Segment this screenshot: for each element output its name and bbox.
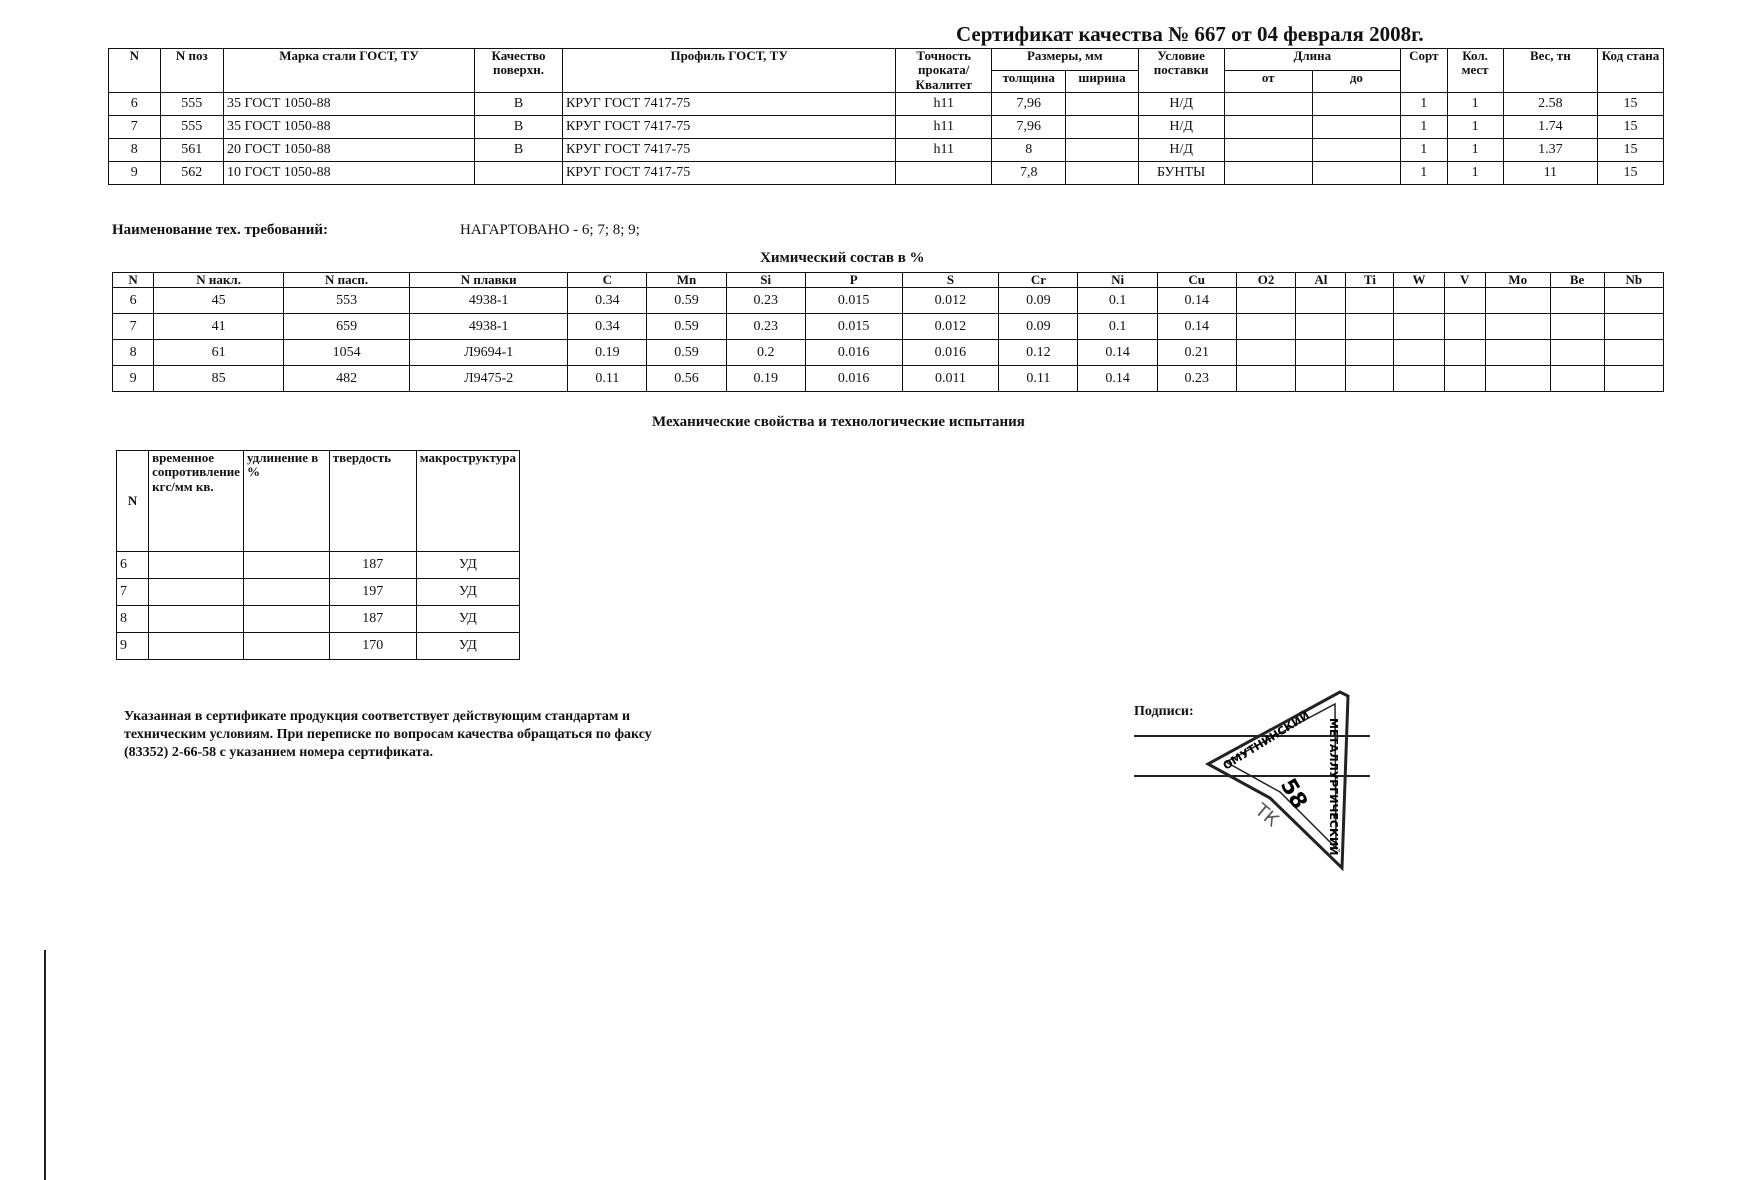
chem-cell xyxy=(1296,366,1346,392)
mech-title: Механические свойства и технологические испытания xyxy=(652,414,1025,430)
chem-col: Cr xyxy=(999,273,1078,288)
cell-width xyxy=(1066,115,1138,138)
chem-cell: 8 xyxy=(113,340,154,366)
cell-thickness: 7,8 xyxy=(992,161,1066,184)
chem-cell: 0.19 xyxy=(726,366,805,392)
chem-cell xyxy=(1346,340,1394,366)
cell-thickness: 7,96 xyxy=(992,92,1066,115)
cell-pos: 555 xyxy=(160,115,224,138)
col-n: N xyxy=(109,49,161,93)
cell-n: 6 xyxy=(109,92,161,115)
chem-cell xyxy=(1604,340,1663,366)
chem-cell xyxy=(1604,314,1663,340)
chem-cell: 0.19 xyxy=(568,340,647,366)
cell-surface: В xyxy=(475,115,563,138)
stamp-mark: ТК xyxy=(1250,799,1283,832)
cell-pos: 561 xyxy=(160,138,224,161)
chem-cell: 0.12 xyxy=(999,340,1078,366)
cell-surface xyxy=(475,161,563,184)
chem-cell xyxy=(1550,314,1604,340)
chem-col: Mo xyxy=(1485,273,1550,288)
mech-cell-n: 6 xyxy=(117,552,149,579)
stamp-number: 58 xyxy=(1274,774,1312,814)
table-row xyxy=(109,138,1664,161)
chem-cell xyxy=(1236,340,1295,366)
chem-col: Mn xyxy=(647,273,726,288)
chem-cell: 0.015 xyxy=(805,314,902,340)
cell-grade: 35 ГОСТ 1050-88 xyxy=(224,115,475,138)
chem-cell: 4938-1 xyxy=(410,288,568,314)
mech-cell-strength xyxy=(149,579,244,606)
mech-cell-macro: УД xyxy=(416,606,519,633)
chem-cell: 0.1 xyxy=(1078,314,1157,340)
cell-to xyxy=(1312,138,1400,161)
cell-pos: 562 xyxy=(160,161,224,184)
mech-col-hardness: твердость xyxy=(329,451,416,552)
chem-cell: Л9694-1 xyxy=(410,340,568,366)
mech-col-macro: макроструктура xyxy=(416,451,519,552)
chem-cell xyxy=(1485,288,1550,314)
chem-cell: 0.34 xyxy=(568,288,647,314)
footer-note xyxy=(124,708,652,763)
chem-cell xyxy=(1604,288,1663,314)
col-sizes: Размеры, мм xyxy=(992,49,1139,71)
cell-profile: КРУГ ГОСТ 7417-75 xyxy=(562,115,895,138)
col-code: Код стана xyxy=(1597,49,1663,93)
chem-cell: 0.59 xyxy=(647,314,726,340)
chem-cell xyxy=(1346,314,1394,340)
chem-cell xyxy=(1296,288,1346,314)
chem-cell xyxy=(1444,366,1485,392)
chem-cell: 9 xyxy=(113,366,154,392)
chem-cell: 0.34 xyxy=(568,314,647,340)
cell-to xyxy=(1312,92,1400,115)
chem-cell xyxy=(1444,288,1485,314)
chem-col: Cu xyxy=(1157,273,1236,288)
mech-col-elongation: удлинение в % xyxy=(243,451,329,552)
cell-width xyxy=(1066,92,1138,115)
chem-col: S xyxy=(902,273,999,288)
signature-label: Подписи: xyxy=(1134,704,1194,719)
chem-header-row xyxy=(113,273,1664,288)
chem-col: V xyxy=(1444,273,1485,288)
col-width: ширина xyxy=(1066,70,1138,92)
certificate-title: Сертификат качества № 667 от 04 февраля 2008г. xyxy=(956,22,1424,46)
chem-cell xyxy=(1296,314,1346,340)
stamp-text-left: ОМУТНИНСКИЙ xyxy=(1220,708,1312,773)
chem-cell: 0.09 xyxy=(999,288,1078,314)
stamp-text-right: МЕТАЛЛУРГИЧЕСКИЙ xyxy=(1327,718,1340,856)
footer-line: техническим условиям. При переписке по вопросам качества обращаться по факсу xyxy=(124,727,652,743)
cell-from xyxy=(1224,138,1312,161)
chem-cell: 7 xyxy=(113,314,154,340)
product-table xyxy=(108,48,1664,185)
chem-col: Ti xyxy=(1346,273,1394,288)
cell-from xyxy=(1224,115,1312,138)
chem-cell: 0.012 xyxy=(902,288,999,314)
chem-cell: 41 xyxy=(154,314,284,340)
cell-weight: 2.58 xyxy=(1503,92,1597,115)
mech-col-n: N xyxy=(117,451,149,552)
footer-line: (83352) 2-66-58 с указанием номера сертификата. xyxy=(124,745,433,761)
cell-grade: 35 ГОСТ 1050-88 xyxy=(224,92,475,115)
chem-row xyxy=(113,314,1664,340)
mech-cell-elongation xyxy=(243,606,329,633)
chem-cell: 0.23 xyxy=(726,288,805,314)
mech-cell-macro: УД xyxy=(416,552,519,579)
chem-col: O2 xyxy=(1236,273,1295,288)
chem-col: N плавки xyxy=(410,273,568,288)
mech-cell-hardness: 197 xyxy=(329,579,416,606)
mech-cell-strength xyxy=(149,633,244,660)
chem-cell: 0.016 xyxy=(805,340,902,366)
chem-cell: 0.14 xyxy=(1078,340,1157,366)
chem-cell: 0.015 xyxy=(805,288,902,314)
cell-from xyxy=(1224,92,1312,115)
cell-count: 1 xyxy=(1447,115,1503,138)
requirements-value: НАГАРТОВАНО - 6; 7; 8; 9; xyxy=(460,222,640,238)
chem-cell: 0.14 xyxy=(1078,366,1157,392)
chem-cell xyxy=(1346,288,1394,314)
chem-cell xyxy=(1394,314,1444,340)
chem-cell xyxy=(1550,288,1604,314)
cell-precision: h11 xyxy=(896,115,992,138)
mech-cell-n: 7 xyxy=(117,579,149,606)
table-row xyxy=(109,115,1664,138)
cell-thickness: 8 xyxy=(992,138,1066,161)
chem-cell: 0.011 xyxy=(902,366,999,392)
col-sort: Сорт xyxy=(1401,49,1448,93)
mech-cell-hardness: 170 xyxy=(329,633,416,660)
col-surface: Качество поверхн. xyxy=(475,49,563,93)
chem-cell: 0.59 xyxy=(647,288,726,314)
chem-row xyxy=(113,288,1664,314)
chem-cell: 61 xyxy=(154,340,284,366)
cell-pos: 555 xyxy=(160,92,224,115)
cell-count: 1 xyxy=(1447,161,1503,184)
chem-row xyxy=(113,366,1664,392)
mech-col-strength: временное сопротивление кгс/мм кв. xyxy=(149,451,244,552)
cell-grade: 10 ГОСТ 1050-88 xyxy=(224,161,475,184)
chem-cell xyxy=(1346,366,1394,392)
col-to: до xyxy=(1312,70,1400,92)
col-profile: Профиль ГОСТ, ТУ xyxy=(562,49,895,93)
chem-cell xyxy=(1550,340,1604,366)
chem-cell: 0.012 xyxy=(902,314,999,340)
chem-cell: 0.56 xyxy=(647,366,726,392)
chem-cell: 6 xyxy=(113,288,154,314)
cell-precision xyxy=(896,161,992,184)
chem-cell: 0.14 xyxy=(1157,288,1236,314)
cell-sort: 1 xyxy=(1401,92,1448,115)
mech-cell-n: 9 xyxy=(117,633,149,660)
mech-cell-elongation xyxy=(243,579,329,606)
cell-weight: 1.74 xyxy=(1503,115,1597,138)
cell-from xyxy=(1224,161,1312,184)
cell-profile: КРУГ ГОСТ 7417-75 xyxy=(562,161,895,184)
chem-col: P xyxy=(805,273,902,288)
chem-table xyxy=(112,272,1664,392)
mech-cell-strength xyxy=(149,552,244,579)
chem-cell xyxy=(1485,314,1550,340)
chem-col: N xyxy=(113,273,154,288)
cell-delivery: Н/Д xyxy=(1138,92,1224,115)
chem-cell: 0.11 xyxy=(568,366,647,392)
cell-precision: h11 xyxy=(896,138,992,161)
chem-cell: 0.016 xyxy=(902,340,999,366)
cell-code: 15 xyxy=(1597,115,1663,138)
cell-width xyxy=(1066,161,1138,184)
chem-row xyxy=(113,340,1664,366)
cell-count: 1 xyxy=(1447,138,1503,161)
cell-weight: 11 xyxy=(1503,161,1597,184)
cell-sort: 1 xyxy=(1401,138,1448,161)
cell-count: 1 xyxy=(1447,92,1503,115)
page-edge-line xyxy=(44,950,46,1180)
mech-row xyxy=(117,606,520,633)
chem-cell: 45 xyxy=(154,288,284,314)
chem-cell: 0.21 xyxy=(1157,340,1236,366)
chem-cell: 85 xyxy=(154,366,284,392)
chem-col: N накл. xyxy=(154,273,284,288)
col-thickness: толщина xyxy=(992,70,1066,92)
mech-cell-strength xyxy=(149,606,244,633)
col-grade: Марка стали ГОСТ, ТУ xyxy=(224,49,475,93)
chem-cell: 0.23 xyxy=(726,314,805,340)
chem-col: Al xyxy=(1296,273,1346,288)
chem-cell: 0.59 xyxy=(647,340,726,366)
chem-cell xyxy=(1296,340,1346,366)
mech-row xyxy=(117,552,520,579)
chem-cell xyxy=(1550,366,1604,392)
cell-weight: 1.37 xyxy=(1503,138,1597,161)
chem-cell: 4938-1 xyxy=(410,314,568,340)
chem-cell: 0.14 xyxy=(1157,314,1236,340)
mech-cell-elongation xyxy=(243,633,329,660)
cell-delivery: Н/Д xyxy=(1138,115,1224,138)
cell-code: 15 xyxy=(1597,92,1663,115)
chem-cell: 0.09 xyxy=(999,314,1078,340)
footer-line: Указанная в сертификате продукция соответствует действующим стандартам и xyxy=(124,709,631,724)
cell-profile: КРУГ ГОСТ 7417-75 xyxy=(562,92,895,115)
cell-code: 15 xyxy=(1597,138,1663,161)
cell-n: 8 xyxy=(109,138,161,161)
chem-cell: 0.23 xyxy=(1157,366,1236,392)
chem-cell: 1054 xyxy=(284,340,410,366)
cell-precision: h11 xyxy=(896,92,992,115)
col-length: Длина xyxy=(1224,49,1400,71)
cell-to xyxy=(1312,115,1400,138)
mech-cell-macro: УД xyxy=(416,579,519,606)
chem-cell: 0.11 xyxy=(999,366,1078,392)
col-count: Кол. мест xyxy=(1447,49,1503,93)
chem-title: Химический состав в % xyxy=(760,250,925,266)
col-delivery: Условие поставки xyxy=(1138,49,1224,93)
chem-cell xyxy=(1394,340,1444,366)
chem-col: Be xyxy=(1550,273,1604,288)
chem-col: Si xyxy=(726,273,805,288)
chem-cell xyxy=(1394,288,1444,314)
cell-width xyxy=(1066,138,1138,161)
col-from: от xyxy=(1224,70,1312,92)
mech-cell-elongation xyxy=(243,552,329,579)
requirements-label: Наименование тех. требований: xyxy=(112,222,328,238)
chem-cell xyxy=(1236,288,1295,314)
chem-col: C xyxy=(568,273,647,288)
mech-cell-macro: УД xyxy=(416,633,519,660)
chem-col: N пасп. xyxy=(284,273,410,288)
chem-cell: 0.1 xyxy=(1078,288,1157,314)
cell-delivery: БУНТЫ xyxy=(1138,161,1224,184)
cell-surface: В xyxy=(475,92,563,115)
cell-surface: В xyxy=(475,138,563,161)
chem-col: Ni xyxy=(1078,273,1157,288)
chem-cell: 482 xyxy=(284,366,410,392)
cell-profile: КРУГ ГОСТ 7417-75 xyxy=(562,138,895,161)
chem-cell xyxy=(1485,340,1550,366)
stamp-icon xyxy=(1130,688,1380,888)
cell-n: 7 xyxy=(109,115,161,138)
chem-cell xyxy=(1236,366,1295,392)
cell-thickness: 7,96 xyxy=(992,115,1066,138)
cell-to xyxy=(1312,161,1400,184)
col-pos: N поз xyxy=(160,49,224,93)
table-row xyxy=(109,92,1664,115)
chem-cell: 553 xyxy=(284,288,410,314)
chem-cell xyxy=(1485,366,1550,392)
mech-row xyxy=(117,579,520,606)
mech-cell-hardness: 187 xyxy=(329,552,416,579)
mech-row xyxy=(117,633,520,660)
chem-cell: 0.016 xyxy=(805,366,902,392)
cell-n: 9 xyxy=(109,161,161,184)
col-precision: Точность проката/ Квалитет xyxy=(896,49,992,93)
table-row xyxy=(109,161,1664,184)
col-weight: Вес, тн xyxy=(1503,49,1597,93)
mech-cell-n: 8 xyxy=(117,606,149,633)
chem-cell: 659 xyxy=(284,314,410,340)
mech-table xyxy=(116,450,520,660)
cell-grade: 20 ГОСТ 1050-88 xyxy=(224,138,475,161)
chem-cell xyxy=(1394,366,1444,392)
cell-sort: 1 xyxy=(1401,115,1448,138)
chem-cell xyxy=(1444,314,1485,340)
mech-cell-hardness: 187 xyxy=(329,606,416,633)
cell-code: 15 xyxy=(1597,161,1663,184)
chem-cell xyxy=(1444,340,1485,366)
chem-cell: Л9475-2 xyxy=(410,366,568,392)
chem-cell xyxy=(1604,366,1663,392)
chem-cell: 0.2 xyxy=(726,340,805,366)
chem-col: W xyxy=(1394,273,1444,288)
cell-delivery: Н/Д xyxy=(1138,138,1224,161)
chem-cell xyxy=(1236,314,1295,340)
chem-col: Nb xyxy=(1604,273,1663,288)
cell-sort: 1 xyxy=(1401,161,1448,184)
